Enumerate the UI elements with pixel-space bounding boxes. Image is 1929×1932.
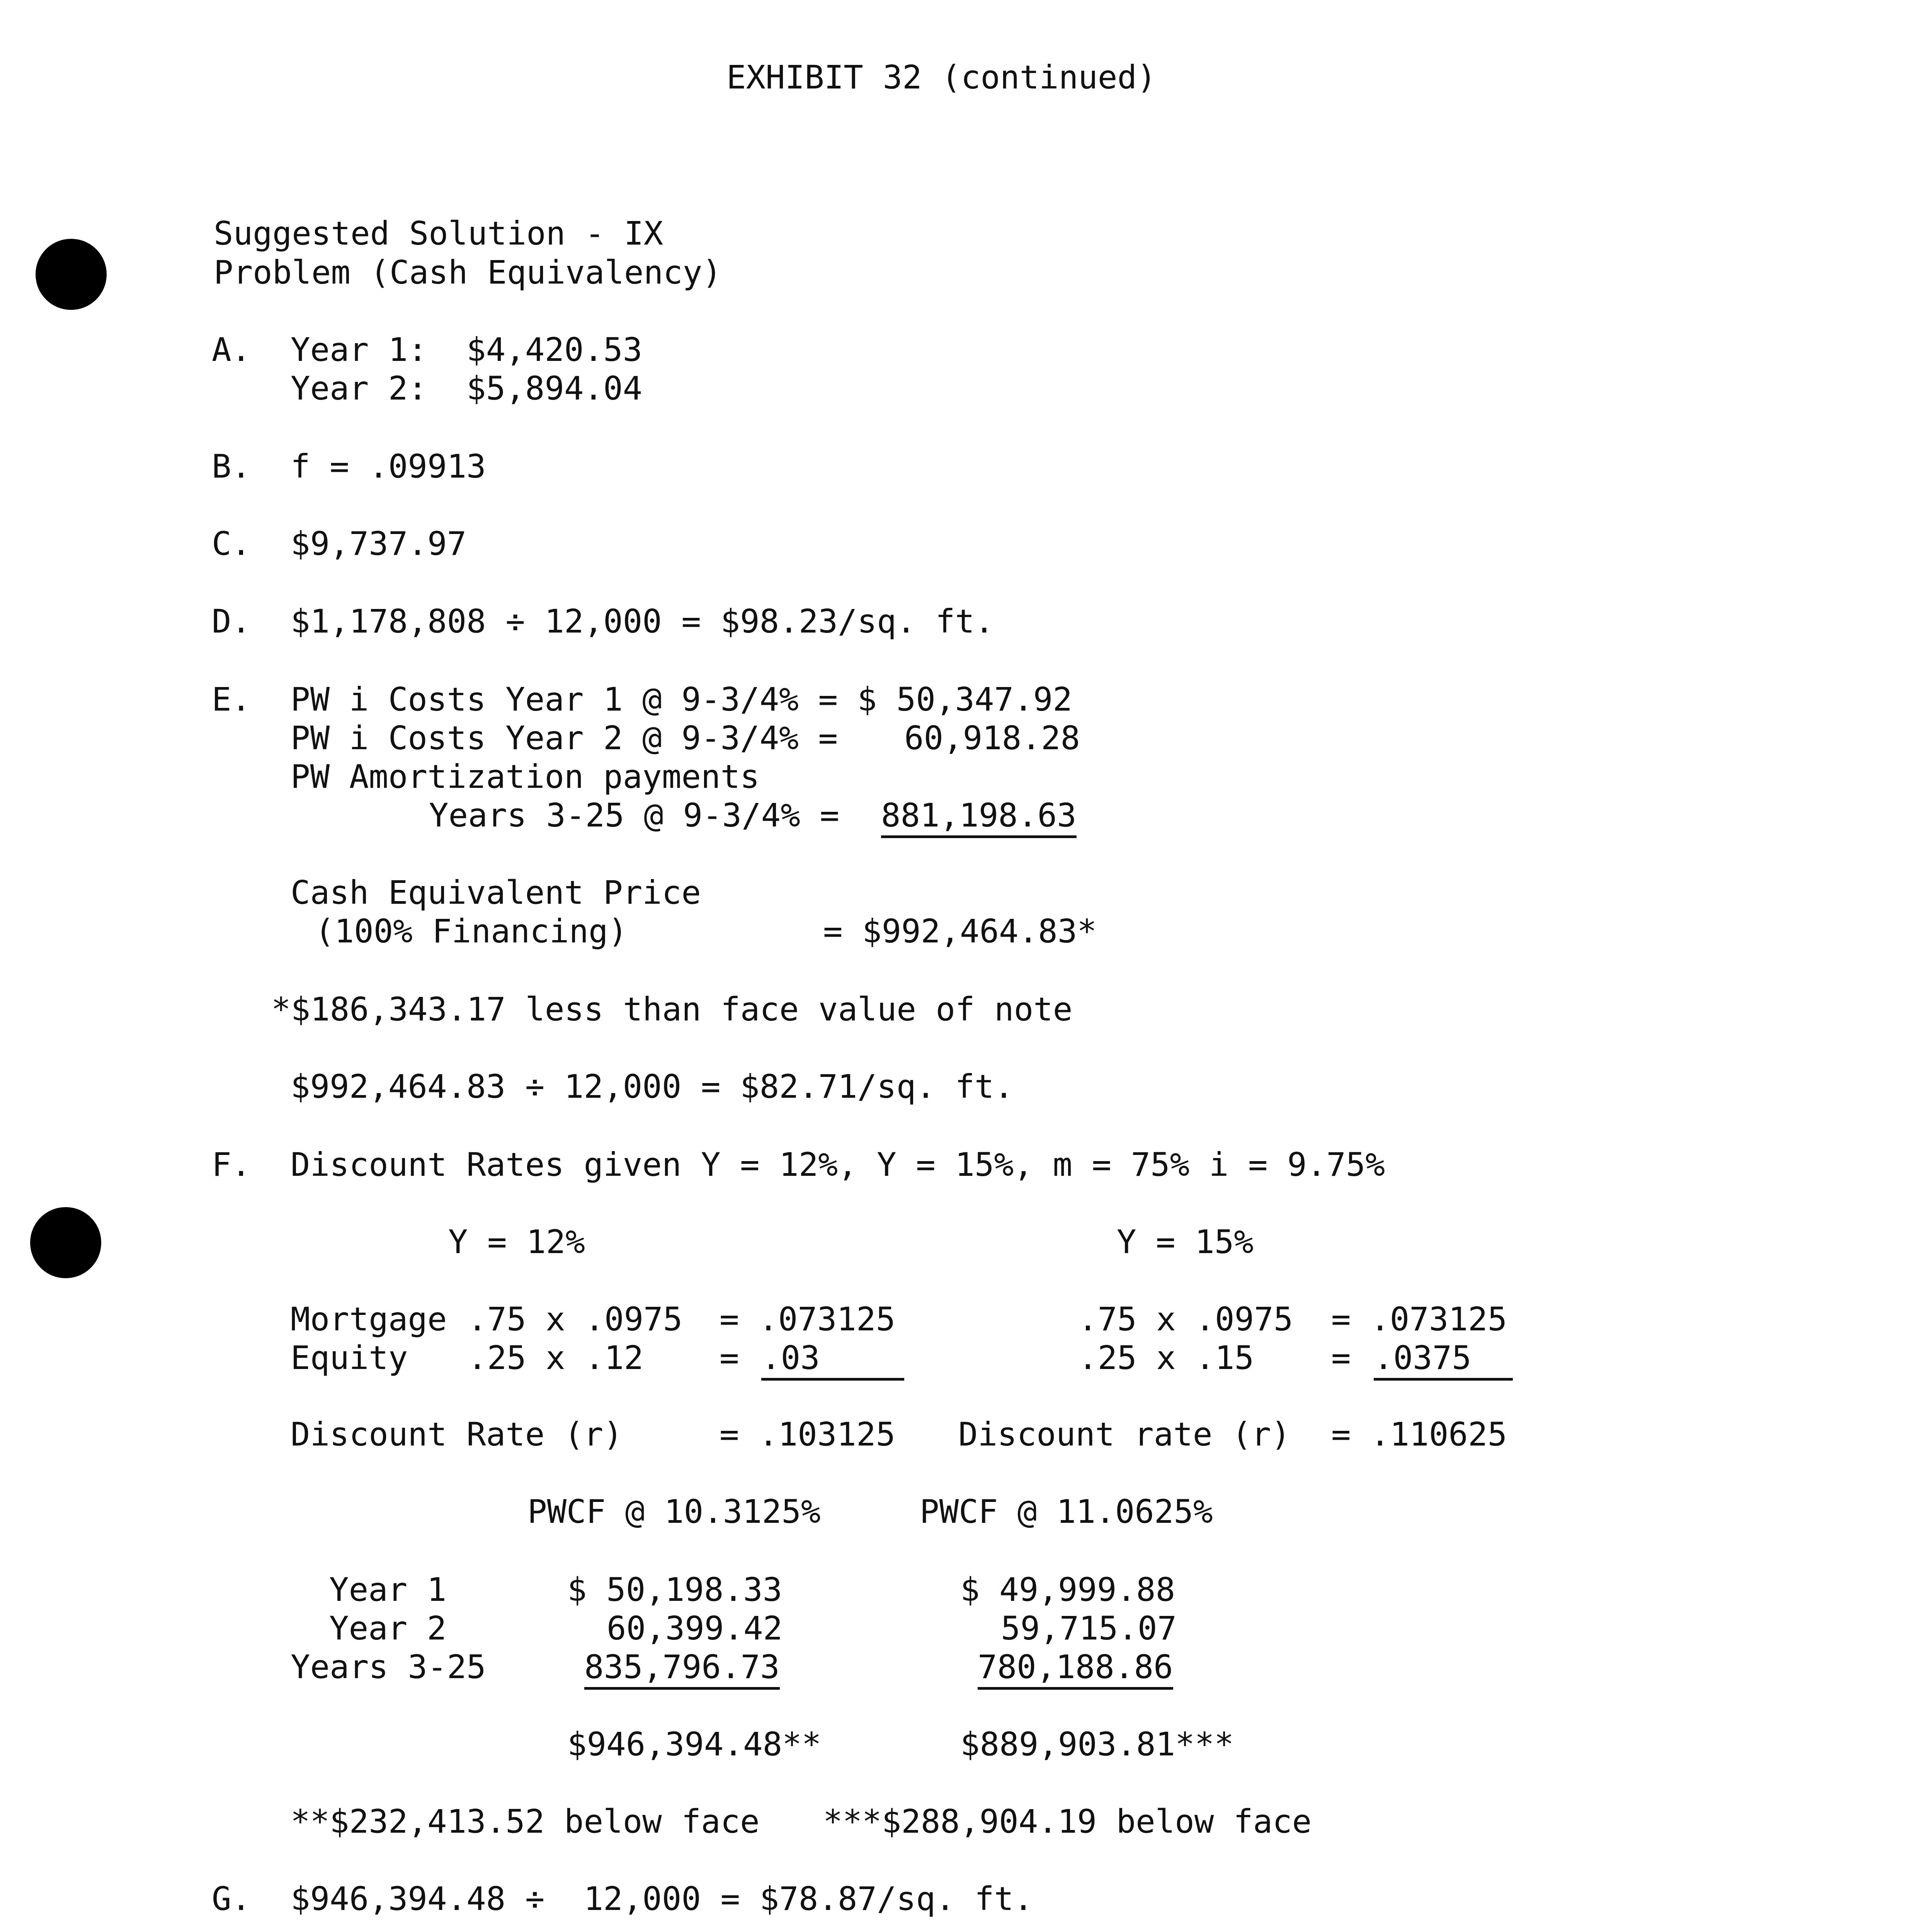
pwcf-row-left-value: 60,399.42 — [607, 1609, 783, 1647]
item-f-intro: Discount Rates given Y = 12%, Y = 15%, m = 75% i = 9.75% — [291, 1146, 1385, 1184]
page-header: EXHIBIT 32 (continued) — [726, 58, 1157, 96]
item-e-label: E. — [212, 680, 251, 718]
item-a-year2: Year 2: $5,894.04 — [291, 369, 643, 407]
discount-rate-left-label: Discount Rate (r) — [291, 1415, 623, 1453]
item-c-label: C. — [212, 525, 251, 563]
pwcf-row-left-value: 835,796.73 — [584, 1651, 780, 1690]
column-header-y12: Y = 12% — [448, 1223, 585, 1261]
discount-rate-right-value: = .110625 — [1331, 1415, 1507, 1453]
pwcf-row-label: Year 2 — [329, 1609, 447, 1647]
cash-equivalent-per-sqft: $992,464.83 ÷ 12,000 = $82.71/sq. ft. — [291, 1068, 1014, 1105]
mortgage-right-value: = .073125 — [1331, 1300, 1507, 1338]
equity-right-value: .0375 — [1374, 1342, 1513, 1381]
item-e-line2-label: PW i Costs Year 2 @ 9-3/4% = — [291, 719, 838, 757]
cash-equivalent-note: *$186,343.17 less than face value of note — [271, 990, 1073, 1028]
mortgage-left-calc: .75 x .0975 — [468, 1300, 683, 1338]
pwcf-total-right: $889,903.81*** — [960, 1725, 1234, 1763]
item-g-label: G. — [212, 1880, 251, 1918]
discount-rate-left-value: = .103125 — [720, 1415, 896, 1453]
item-e-line1: PW i Costs Year 1 @ 9-3/4% = $ 50,347.92 — [291, 680, 1072, 718]
punch-hole-top — [36, 239, 107, 310]
discount-rate-right-label: Discount rate (r) — [958, 1415, 1291, 1453]
item-a-label: A. — [212, 331, 251, 369]
pwcf-right-header: PWCF @ 11.0625% — [920, 1493, 1213, 1531]
pwcf-row-left-value: $ 50,198.33 — [567, 1571, 782, 1609]
item-a-year1: Year 1: $4,420.53 — [291, 331, 643, 369]
cash-equivalent-label: Cash Equivalent Price — [291, 874, 701, 912]
cash-equivalent-value: = $992,464.83* — [823, 912, 1097, 950]
item-d-text: $1,178,808 ÷ 12,000 = $98.23/sq. ft. — [291, 602, 994, 640]
pwcf-left-header: PWCF @ 10.3125% — [527, 1493, 821, 1531]
column-header-y15: Y = 15% — [1117, 1223, 1254, 1261]
item-e-line4-value: 881,198.63 — [881, 799, 1077, 838]
pwcf-row-label: Years 3-25 — [291, 1648, 486, 1686]
item-f-label: F. — [212, 1146, 251, 1184]
item-g-line1: $946,394.48 ÷ 12,000 = $78.87/sq. ft. — [291, 1880, 1033, 1918]
mortgage-right-calc: .75 x .0975 — [1078, 1300, 1293, 1338]
pwcf-row-label: Year 1 — [329, 1571, 447, 1609]
pwcf-row-right-value: 780,188.86 — [978, 1651, 1173, 1690]
item-c-text: $9,737.97 — [291, 525, 467, 563]
equity-left-calc: .25 x .12 — [468, 1339, 644, 1377]
mortgage-label: Mortgage — [291, 1300, 447, 1338]
equity-label: Equity — [291, 1339, 408, 1377]
mortgage-left-value: = .073125 — [720, 1300, 896, 1338]
pwcf-row-right-value: $ 49,999.88 — [960, 1571, 1175, 1609]
item-e-line4-label: Years 3-25 @ 9-3/4% = — [429, 796, 840, 834]
item-b-text: f = .09913 — [291, 447, 486, 485]
solution-subtitle: Problem (Cash Equivalency) — [214, 253, 722, 291]
equity-right-calc: .25 x .15 — [1078, 1339, 1254, 1377]
equity-right-equals: = — [1331, 1339, 1351, 1377]
item-e-line2-value: 60,918.28 — [904, 719, 1080, 757]
equity-left-equals: = — [720, 1339, 739, 1377]
below-face-note-left: **$232,413.52 below face — [291, 1803, 760, 1840]
pwcf-total-left: $946,394.48** — [567, 1725, 822, 1763]
item-e-line3: PW Amortization payments — [291, 758, 760, 796]
pwcf-row-right-value: 59,715.07 — [1001, 1609, 1177, 1647]
below-face-note-right: ***$288,904.19 below face — [823, 1803, 1312, 1840]
item-d-label: D. — [212, 602, 251, 640]
item-b-label: B. — [212, 447, 251, 485]
punch-hole-middle — [30, 1207, 101, 1278]
equity-left-value: .03 — [761, 1342, 904, 1381]
cash-equivalent-sublabel: (100% Financing) — [315, 912, 628, 950]
solution-title: Suggested Solution - IX — [214, 214, 663, 252]
